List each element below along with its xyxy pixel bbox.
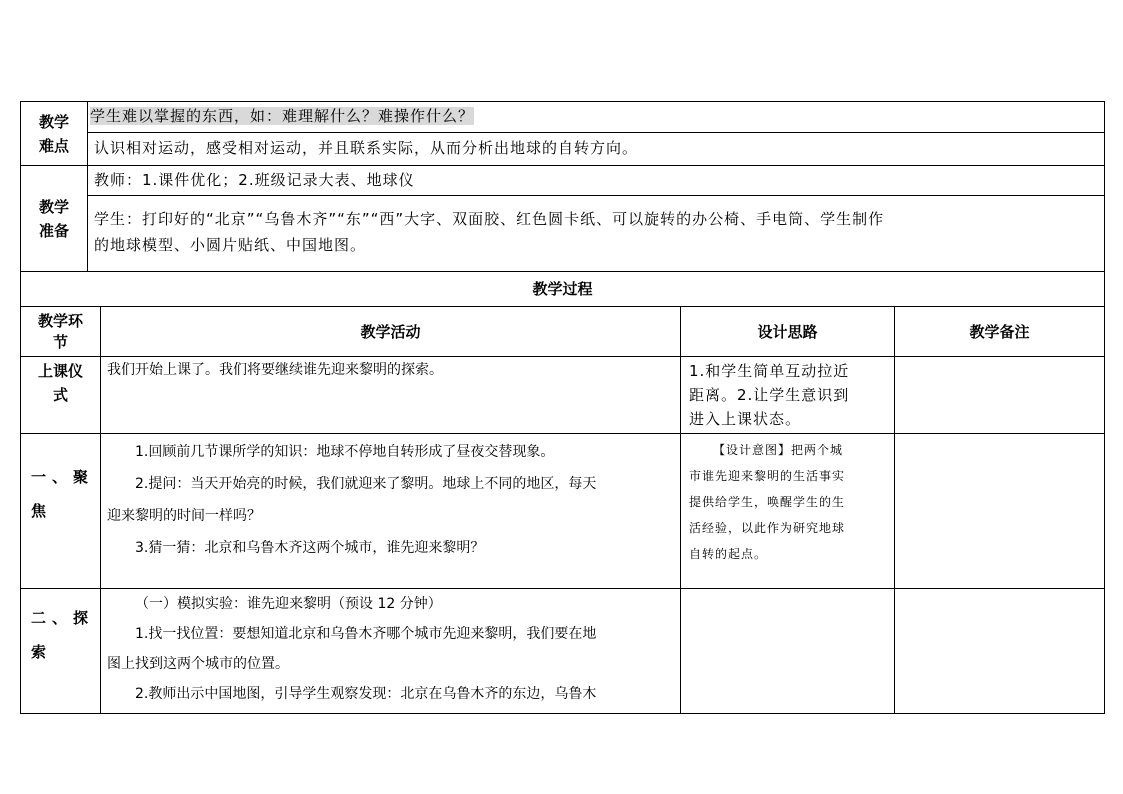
- preparation-student: [88, 196, 1105, 272]
- design-opening-line2: 距离。2.让学生意识到: [689, 386, 850, 404]
- activity-opening: 我们开始上课了。我们将要继续谁先迎来黎明的探索。: [101, 357, 681, 434]
- activity-focus-p1: 1.回顾前几节课所学的知识：地球不停地自转形成了昼夜交替现象。: [135, 444, 555, 460]
- design-focus-line3: 提供给学生，唤醒学生的生: [689, 495, 846, 509]
- process-title: 教学过程: [21, 272, 1105, 307]
- stage-explore-line1: 二、探: [31, 609, 95, 627]
- process-table: [20, 271, 1105, 714]
- activity-explore-p1: （一）模拟实验：谁先迎来黎明（预设 12 分钟）: [135, 596, 442, 612]
- preparation-label-line2: 准备: [38, 221, 69, 240]
- stage-focus-line2: 焦: [31, 502, 53, 520]
- header-design: 设计思路: [681, 307, 895, 357]
- design-focus-line1: 【设计意图】把两个城: [713, 443, 844, 457]
- preparation-student-line2: 的地球模型、小圆片贴纸、中国地图。: [94, 236, 367, 254]
- difficulty-content: 认识相对运动，感受相对运动，并且联系实际，从而分析出地球的自转方向。: [88, 133, 1105, 166]
- lesson-info-table: [20, 101, 1105, 272]
- preparation-student-line1: 学生：打印好的“北京”“乌鲁木齐”“东”“西”大字、双面胶、红色圆卡纸、可以旋转的办公椅、手电筒、学生制作: [94, 210, 885, 228]
- header-activity: 教学活动: [101, 307, 681, 357]
- design-opening-line3: 进入上课状态。: [689, 410, 802, 428]
- header-stage-line1: 教学环: [37, 311, 83, 330]
- notes-opening: [895, 357, 1105, 434]
- difficulty-hint-text: 学生难以掌握的东西，如：难理解什么？难操作什么？: [90, 107, 475, 125]
- activity-focus-p2-line1: 2.提问：当天开始亮的时候，我们就迎来了黎明。地球上不同的地区，每天: [135, 476, 597, 492]
- activity-explore: [101, 589, 681, 714]
- design-focus: [681, 434, 895, 589]
- stage-explore: [21, 589, 101, 714]
- stage-opening: [21, 357, 101, 434]
- stage-focus: [21, 434, 101, 589]
- design-explore: [681, 589, 895, 714]
- stage-opening-line2: 式: [52, 386, 68, 404]
- preparation-label-line1: 教学: [38, 197, 69, 216]
- difficulty-label-line2: 难点: [38, 136, 69, 155]
- activity-explore-p2-line1: 1.找一找位置：要想知道北京和乌鲁木齐哪个城市先迎来黎明，我们要在地: [135, 626, 597, 642]
- activity-focus: [101, 434, 681, 589]
- header-stage-line2: 节: [52, 332, 68, 351]
- activity-explore-p3: 2.教师出示中国地图，引导学生观察发现：北京在乌鲁木齐的东边，乌鲁木: [135, 686, 597, 702]
- difficulty-label-line1: 教学: [38, 112, 69, 131]
- preparation-label: [21, 166, 88, 272]
- header-stage: [21, 307, 101, 357]
- design-opening-line1: 1.和学生简单互动拉近: [689, 362, 850, 380]
- preparation-teacher: 教师：1.课件优化；2.班级记录大表、地球仪: [88, 166, 1105, 196]
- notes-focus: [895, 434, 1105, 589]
- stage-focus-line1: 一、聚: [31, 468, 95, 486]
- header-notes: 教学备注: [895, 307, 1105, 357]
- design-opening: [681, 357, 895, 434]
- activity-focus-p2-line2: 迎来黎明的时间一样吗？: [107, 508, 261, 524]
- stage-explore-line2: 索: [31, 643, 53, 661]
- stage-opening-line1: 上课仪: [37, 362, 83, 380]
- activity-focus-p3: 3.猜一猜：北京和乌鲁木齐这两个城市，谁先迎来黎明？: [135, 540, 485, 556]
- difficulty-label: [21, 102, 88, 166]
- difficulty-hint-cell: [88, 102, 1105, 133]
- design-focus-line5: 自转的起点。: [689, 547, 768, 561]
- design-focus-line2: 市谁先迎来黎明的生活事实: [689, 469, 846, 483]
- activity-explore-p2-line2: 图上找到这两个城市的位置。: [107, 656, 289, 672]
- notes-explore: [895, 589, 1105, 714]
- design-focus-line4: 活经验，以此作为研究地球: [689, 521, 846, 535]
